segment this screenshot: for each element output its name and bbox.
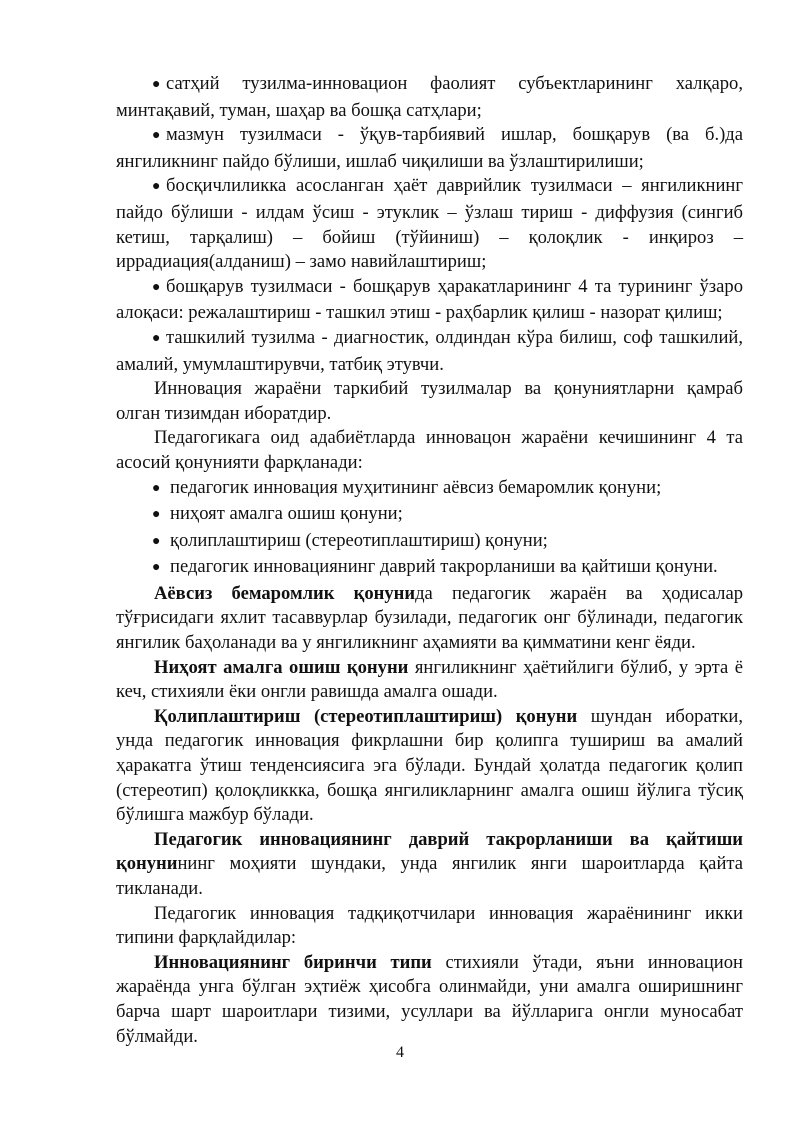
type-term: Инновациянинг биринчи типи: [154, 951, 432, 973]
bullet-paragraph: ● бошқарув тузилмаси - бошқарув ҳаракатларининг 4 та турининг ўзаро алоқаси: режалаштириш - ташкил этиш - раҳбарлик қилиш - назорат қилиш;: [116, 275, 743, 324]
law-term: Аёвсиз бемаромлик қонуни: [154, 582, 416, 604]
bullet-paragraph: ● сатҳий тузилма-инновацион фаолият субъектларининг халқаро, минтақавий, туман, шаҳар ва бошқа сатҳлари;: [116, 73, 743, 121]
bullet-icon: ●: [152, 330, 161, 346]
law-paragraph: Аёвсиз бемаромлик қонунида педагогик жараён ва ҳодисалар тўғрисидаги яхлит тасаввурлар бузилади, педагогик онг бўлинади, педагогик янгилик баҳоланади ва у янгиликнинг аҳамияти ва қимматини кенг ёяди.: [116, 582, 743, 654]
law-term: Ниҳоят амалга ошиш қонуни: [154, 656, 409, 678]
list-item: ● педагогик инновация муҳитининг аёвсиз бемаромлик қонуни;: [116, 476, 743, 503]
bullet-paragraph: ● мазмун тузилмаси - ўқув-тарбиявий ишлар, бошқарув (ва б.)да янгиликнинг пайдо бўлиши, ишлаб чиқилиши ва ўзлаштирилиши;: [116, 124, 743, 172]
law-paragraph: Ниҳоят амалга ошиш қонуни янгиликнинг ҳаётийлиги бўлиб, у эрта ё кеч, стихияли ёки онгли равишда амалга ошади.: [116, 656, 743, 703]
bullet-paragraph: ● ташкилий тузилма - диагностик, олдиндан кўра билиш, соф ташкилий, амалий, умумлаштирувчи, татбиқ этувчи.: [116, 326, 743, 375]
body-paragraph: Педагогик инновация тадқиқотчилари инновация жараёнининг икки типини фарқлайдилар:: [116, 902, 743, 949]
bullet-icon: ●: [152, 533, 161, 549]
law-paragraph: Педагогик инновациянинг даврий такрорланиши ва қайтиши қонунининг моҳияти шундаки, унда янгилик янги шароитларда қайта тикланади.: [116, 828, 743, 899]
body-paragraph: Инновация жараёни таркибий тузилмалар ва қонуниятларни қамраб олган тизимдан иборатдир.: [116, 378, 743, 424]
bullet-icon: ●: [152, 480, 161, 496]
law-paragraph: Қолиплаштириш (стереотиплаштириш) қонуни шундан иборатки, унда педагогик инновация фикрлашни бир қолипга тушириш ва амалий ҳаракатга ўтиш тенденсиясига эга бўлади. Бундай ҳолатда педагогик қолип (стереотип) қолоқликкка, бошқа янгиликларнинг амалга ошиш йўлига тўсиқ бўлишга мажбур бўлади.: [116, 705, 743, 826]
bullet-icon: ●: [152, 77, 161, 92]
bullet-paragraph: ● босқичлиликка асосланган ҳаёт даврийлик тузилмаси – янгиликнинг пайдо бўлиши - илдам ўсиш - этуклик – ўзлаш тириш - диффузия (сингиб кетиш, тарқалиш) – бойиш (тўйиниш) – қолоқлик - инқироз – иррадиация(алданиш) – замо навийлаштириш;: [116, 175, 743, 273]
list-item: ● ниҳоят амалга ошиш қонуни;: [116, 502, 743, 529]
body-paragraph: Педагогикага оид адабиётларда инновацон жараёни кечишининг 4 та асосий қонунияти фарқланади:: [116, 427, 743, 473]
bullet-icon: ●: [152, 560, 161, 576]
page-number: 4: [396, 1044, 404, 1061]
bullet-icon: ●: [152, 507, 161, 523]
list-item: ● педагогик инновациянинг даврий такрорланиши ва қайтиши қонуни.: [116, 555, 743, 582]
law-term: Педагогик инновациянинг даврий такрорланиши ва қайтиши қонуни: [116, 828, 743, 875]
bullet-icon: ●: [152, 128, 161, 144]
bullet-icon: ●: [152, 179, 161, 195]
type-paragraph: Инновациянинг биринчи типи стихияли ўтади, яъни инновацион жараёнда унга бўлган эҳтиёж ҳисобга олинмайди, уни амалга оширишнинг барча шарт шароитлари тизими, усуллари ва йўлларига онгли муносабат бўлмайди.: [116, 951, 743, 1047]
document-page: [116, 72, 743, 1049]
bullet-icon: ●: [152, 279, 161, 295]
law-term: Қолиплаштириш (стереотиплаштириш) қонуни: [154, 705, 578, 727]
list-item: ● қолиплаштириш (стереотиплаштириш) қонуни;: [116, 529, 743, 556]
